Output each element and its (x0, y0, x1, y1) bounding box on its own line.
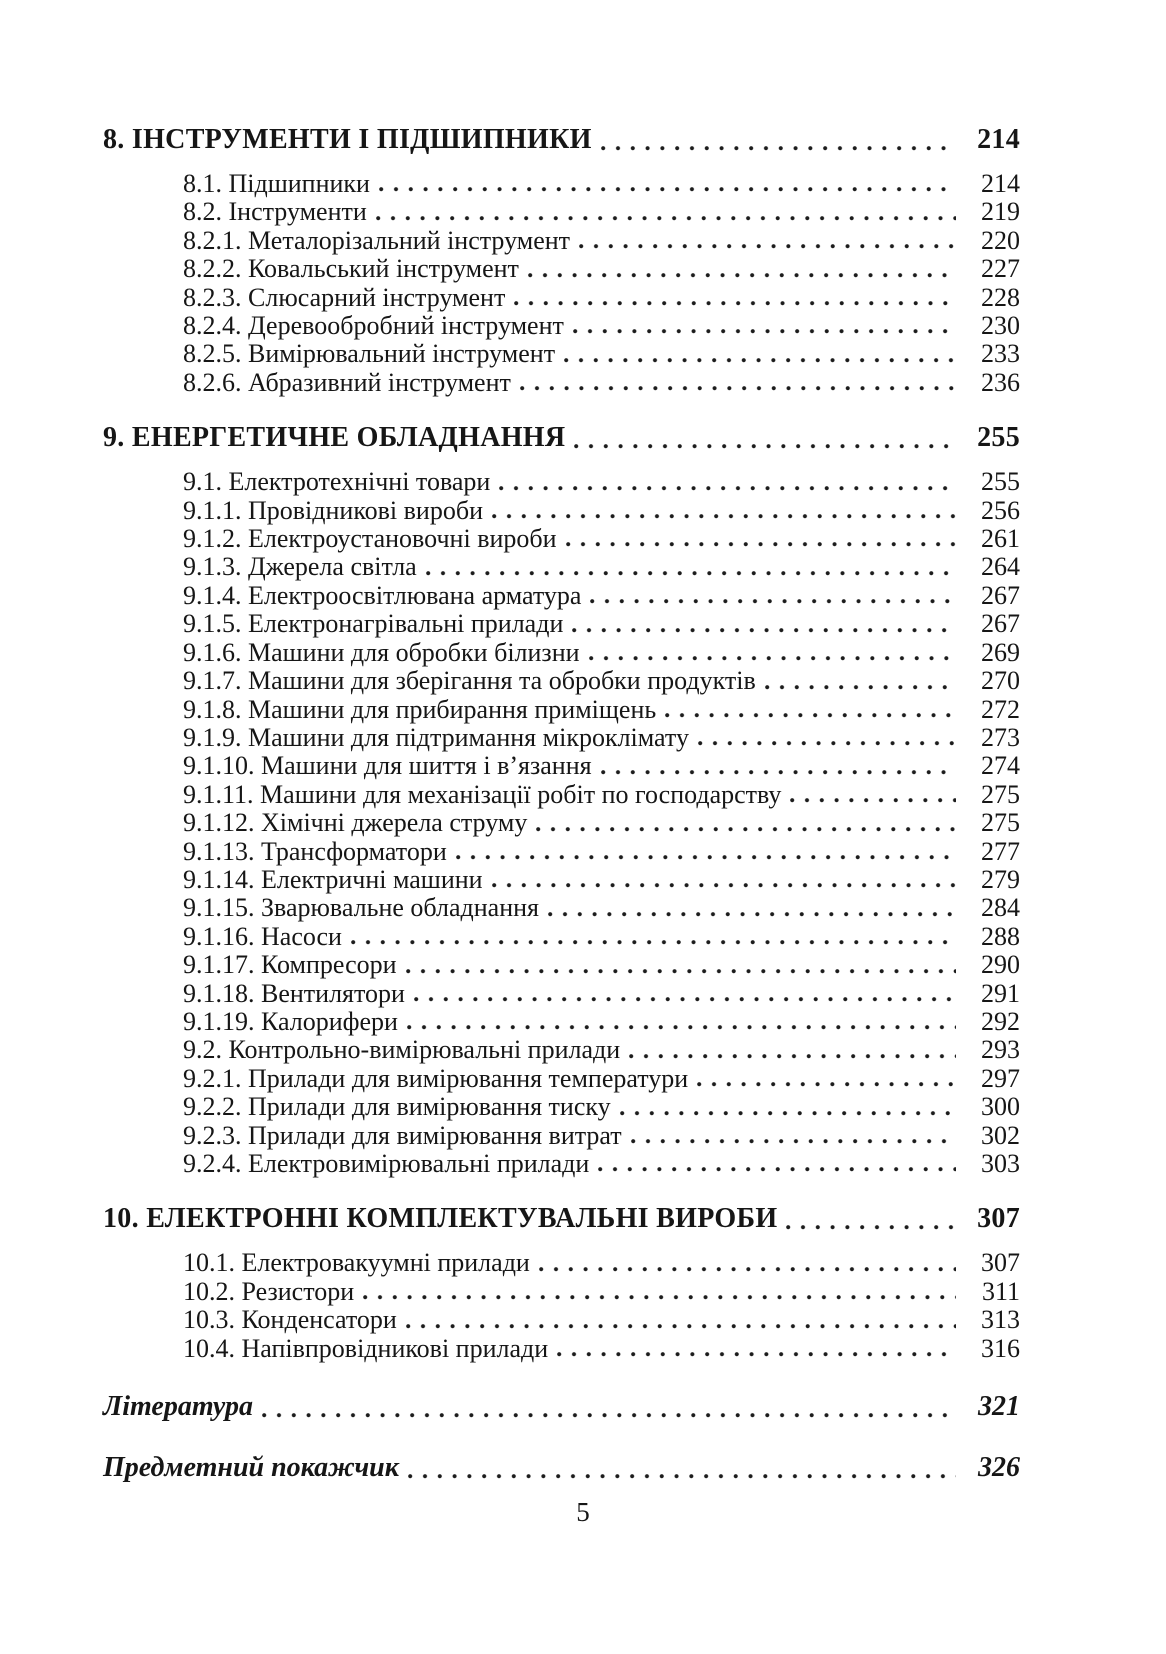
toc-entry-label: 9.2.1. Прилади для вимірювання температури (183, 1063, 689, 1093)
toc-entry-page-number: 230 (981, 311, 1020, 341)
toc-entry-label: 9.1.10. Машини для шиття і в’язання (183, 751, 592, 781)
toc-entry (103, 198, 1020, 226)
toc-entry-label: Література (103, 1391, 253, 1423)
toc-entry-page-number: 255 (977, 422, 1020, 454)
toc-entry (103, 980, 1020, 1008)
toc-entry-label: 9.1.14. Електричні машини (183, 864, 483, 894)
toc-entry-label: 10.1. Електровакуумні прилади (183, 1248, 530, 1278)
toc-entry-label: 9.1.12. Хімічні джерела струму (183, 808, 528, 838)
toc-entry (103, 525, 1020, 553)
toc-entry-label: 9.1.16. Насоси (183, 921, 342, 951)
dot-leader (447, 838, 962, 866)
dot-leader (781, 781, 962, 809)
dot-leader (397, 951, 962, 979)
toc-entry-label: 9.2.4. Електровимірювальні прилади (183, 1149, 590, 1178)
toc-entry (103, 340, 1020, 368)
toc-entry-label: 9.1.18. Вентилятори (183, 978, 405, 1008)
toc-entry-label: 10.4. Напівпровідникові прилади (183, 1333, 549, 1363)
toc-entry (103, 923, 1020, 951)
toc-entry-page-number: 284 (981, 893, 1020, 923)
dot-leader (399, 1451, 962, 1485)
page-number-folio: 5 (576, 1497, 590, 1527)
dot-leader (756, 667, 962, 695)
toc-entry-label: 9.2.2. Прилади для вимірювання тиску (183, 1092, 611, 1122)
dot-leader (688, 1065, 962, 1093)
toc-entry (103, 553, 1020, 581)
toc-entry (103, 1150, 1020, 1178)
toc-entry-label: 9. ЕНЕРГЕТИЧНЕ ОБЛАДНАННЯ (103, 422, 566, 454)
toc-entry-page-number: 233 (981, 339, 1020, 369)
toc-entry (103, 497, 1020, 525)
dot-leader (519, 255, 962, 283)
toc-entry-label: 9.1.5. Електронагрівальні прилади (183, 609, 564, 639)
dot-leader (570, 227, 962, 255)
dot-leader (253, 1390, 962, 1424)
dot-leader (354, 1278, 962, 1306)
toc-entry-page-number: 307 (977, 1203, 1020, 1235)
toc-entry-page-number: 275 (981, 779, 1020, 809)
toc-entry-page-number: 256 (981, 495, 1020, 525)
dot-leader (689, 724, 962, 752)
toc-entry (103, 639, 1020, 667)
dot-leader (527, 809, 962, 837)
toc-entry-page-number: 255 (981, 467, 1020, 497)
toc-entry-page-number: 277 (981, 836, 1020, 866)
dot-leader (580, 639, 962, 667)
toc-entry (103, 894, 1020, 922)
dot-leader (398, 1008, 962, 1036)
toc-entry-label: 9.1.1. Провідникові вироби (183, 495, 483, 525)
dot-leader (620, 1036, 962, 1064)
toc-entry (103, 838, 1020, 866)
dot-leader (611, 1093, 962, 1121)
dot-leader (370, 170, 962, 198)
toc-entry (103, 667, 1020, 695)
toc-entry-label: 8. ІНСТРУМЕНТИ І ПІДШИПНИКИ (103, 124, 592, 155)
dot-leader (539, 894, 962, 922)
toc-entry-page-number: 220 (981, 225, 1020, 255)
dot-leader (367, 198, 962, 226)
toc-entry-page-number: 291 (981, 978, 1020, 1008)
toc-entry-label: 10. ЕЛЕКТРОННІ КОМПЛЕКТУВАЛЬНІ ВИРОБИ (103, 1203, 778, 1235)
toc-entry (103, 1249, 1020, 1277)
dot-leader (483, 497, 962, 525)
toc-entry-page-number: 228 (981, 282, 1020, 312)
dot-leader (592, 123, 962, 157)
toc-entry (103, 1306, 1020, 1334)
dot-leader (564, 312, 962, 340)
dot-leader (565, 421, 962, 455)
toc-entry (103, 724, 1020, 752)
toc-entry-label: 9.1. Електротехнічні товари (183, 467, 491, 497)
toc-entry-page-number: 219 (981, 197, 1020, 227)
toc-entry-page-number: 267 (981, 580, 1020, 610)
dot-leader (342, 923, 962, 951)
toc-entry-page-number: 288 (981, 921, 1020, 951)
toc-entry (103, 1390, 1020, 1424)
toc-entry-label: 9.2.3. Прилади для вимірювання витрат (183, 1120, 622, 1150)
toc-entry (103, 696, 1020, 724)
dot-leader (557, 525, 962, 553)
toc-entry-label: 8.2.6. Абразивний інструмент (183, 367, 511, 397)
toc-entry-page-number: 236 (981, 367, 1020, 397)
dot-leader (563, 610, 962, 638)
dot-leader (592, 752, 962, 780)
dot-leader (483, 866, 962, 894)
toc-entry-label: 9.2. Контрольно-вимірювальні прилади (183, 1035, 621, 1065)
toc-entry (103, 1278, 1020, 1306)
toc-entry (103, 809, 1020, 837)
toc-entry-page-number: 326 (978, 1452, 1020, 1484)
toc-entry-label: 8.2.5. Вимірювальний інструмент (183, 339, 556, 369)
dot-leader (581, 582, 962, 610)
toc-entry-page-number: 311 (981, 1276, 1020, 1306)
toc-entry-page-number: 274 (981, 751, 1020, 781)
toc-entry (103, 1093, 1020, 1121)
toc-entry-page-number: 227 (981, 254, 1020, 284)
toc-entry-page-number: 313 (981, 1305, 1020, 1335)
toc-entry-page-number: 279 (981, 864, 1020, 894)
dot-leader (589, 1150, 962, 1178)
toc-entry (103, 1065, 1020, 1093)
dot-leader (777, 1202, 962, 1236)
toc-entry-label: 9.1.17. Компресори (183, 950, 397, 980)
toc-entry (103, 421, 1020, 455)
dot-leader (555, 340, 962, 368)
toc-entry-label: 9.1.7. Машини для зберігання та обробки продуктів (183, 666, 756, 696)
dot-leader (397, 1306, 962, 1334)
dot-leader (511, 369, 962, 397)
toc-entry-label: 9.1.6. Машини для обробки білизни (183, 637, 580, 667)
toc-entry-page-number: 307 (981, 1248, 1020, 1278)
toc-entry (103, 1122, 1020, 1150)
toc-entry-page-number: 321 (978, 1391, 1020, 1423)
toc-entry-label: 10.3. Конденсатори (183, 1305, 397, 1335)
toc-entry (103, 752, 1020, 780)
toc-entry-label: 9.1.3. Джерела світла (183, 552, 417, 582)
toc-entry (103, 468, 1020, 496)
toc-entry (103, 284, 1020, 312)
toc-entry (103, 227, 1020, 255)
toc-entry-page-number: 269 (981, 637, 1020, 667)
toc-entry (103, 610, 1020, 638)
toc-entry (103, 1451, 1020, 1485)
dot-leader (405, 980, 962, 1008)
toc-entry-label: 9.1.15. Зварювальне обладнання (183, 893, 539, 923)
dot-leader (656, 696, 962, 724)
toc-entry-page-number: 214 (977, 124, 1020, 155)
toc-entry (103, 1008, 1020, 1036)
toc-entry-label: 8.2. Інструменти (183, 197, 367, 227)
toc-entry-label: 8.2.1. Металорізальний інструмент (183, 225, 571, 255)
toc-entry-page-number: 267 (981, 609, 1020, 639)
toc-entry (103, 951, 1020, 979)
toc-entry-label: 8.1. Підшипники (183, 169, 370, 198)
toc-entry-label: 8.2.3. Слюсарний інструмент (183, 282, 506, 312)
toc-entry-page-number: 292 (981, 1006, 1020, 1036)
toc-entry-page-number: 302 (981, 1120, 1020, 1150)
toc-entry (103, 866, 1020, 894)
toc-entry-label: 10.2. Резистори (183, 1276, 355, 1306)
dot-leader (417, 553, 962, 581)
toc-entry-page-number: 300 (981, 1092, 1020, 1122)
dot-leader (622, 1122, 962, 1150)
toc-entry (103, 312, 1020, 340)
toc-entry (103, 170, 1020, 198)
toc-entry (103, 1335, 1020, 1363)
toc-entry (103, 582, 1020, 610)
toc-entry-label: 9.1.4. Електроосвітлювана арматура (183, 580, 582, 610)
dot-leader (530, 1249, 962, 1277)
table-of-contents (103, 99, 1020, 1485)
toc-entry-page-number: 303 (981, 1149, 1020, 1178)
toc-entry-page-number: 261 (981, 524, 1020, 554)
dot-leader (490, 468, 962, 496)
toc-entry-label: 9.1.8. Машини для прибирання приміщень (183, 694, 657, 724)
toc-entry-page-number: 293 (981, 1035, 1020, 1065)
toc-entry-label: 9.1.19. Калорифери (183, 1006, 398, 1036)
toc-entry (103, 781, 1020, 809)
toc-entry (103, 255, 1020, 283)
toc-entry-label: 9.1.13. Трансформатори (183, 836, 447, 866)
toc-entry-label: 9.1.9. Машини для підтримання мікроклімату (183, 722, 689, 752)
toc-entry-page-number: 297 (981, 1063, 1020, 1093)
toc-entry-label: 8.2.2. Ковальський інструмент (183, 254, 519, 284)
toc-entry-page-number: 275 (981, 808, 1020, 838)
toc-entry (103, 1036, 1020, 1064)
toc-entry-page-number: 272 (981, 694, 1020, 724)
toc-entry-page-number: 264 (981, 552, 1020, 582)
toc-entry-label: 9.1.2. Електроустановочні вироби (183, 524, 557, 554)
toc-entry (103, 123, 1020, 157)
toc-entry-label: 9.1.11. Машини для механізації робіт по господарству (183, 779, 782, 809)
toc-entry-page-number: 270 (981, 666, 1020, 696)
toc-entry-page-number: 214 (981, 169, 1020, 198)
toc-entry-page-number: 273 (981, 722, 1020, 752)
toc-entry-page-number: 316 (981, 1333, 1020, 1363)
toc-entry (103, 369, 1020, 397)
toc-entry-label: Предметний покажчик (103, 1452, 399, 1484)
toc-entry-label: 8.2.4. Деревообробний інструмент (183, 311, 564, 341)
toc-entry-page-number: 290 (981, 950, 1020, 980)
toc-entry (103, 1202, 1020, 1236)
dot-leader (548, 1335, 962, 1363)
dot-leader (505, 284, 962, 312)
